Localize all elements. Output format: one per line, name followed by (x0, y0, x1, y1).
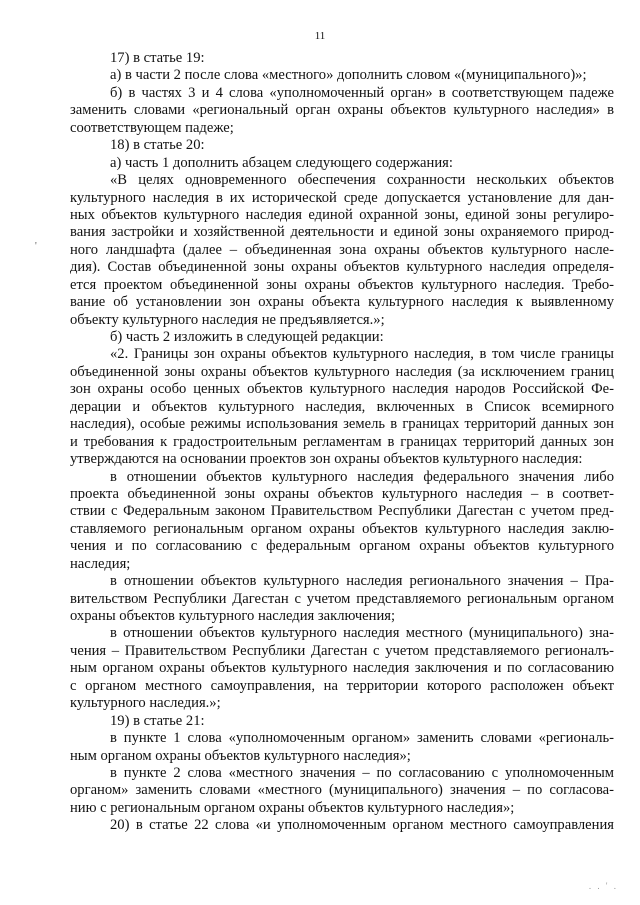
text-line: дерации и объектов культурного наследия, включенных в Список всемирного (70, 398, 614, 415)
text-line: ного ландшафта (далее – объединенная зона охраны объектов культурного насле- (70, 241, 614, 258)
text-line: «2. Границы зон охраны объектов культурного наследия, в том числе границы (110, 346, 614, 363)
text-line: охраны объектов культурного наследия заключения; (70, 608, 396, 624)
text-line: в пункте 2 слова «местного значения – по согласованию с уполномоченным (110, 764, 614, 781)
text-line: а) в части 2 после слова «местного» дополнить словом «(муниципального)»; (110, 67, 587, 84)
text-line: ным органом охраны объектов культурного наследия»; (70, 747, 411, 764)
text-line: ставляемого региональным органом охраны объектов культурного наследия заклю- (70, 520, 614, 537)
text-line: вительством Республики Дагестан с учетом представляемого региональным органом (70, 590, 614, 607)
text-line: зон охраны особо ценных объектов культурного наследия народов Российской Фе- (70, 381, 614, 398)
text-line: наследия), особые режимы использования земель в границах территорий данных зон (70, 416, 614, 433)
text-line: наследия; (70, 555, 131, 572)
corner-marks: . . ' . (588, 880, 618, 891)
text-line: с органом местного самоуправления, на территории которого расположен объект (70, 677, 614, 694)
text-line: чения и по согласованию с федеральным органом охраны объектов культурного (70, 538, 614, 555)
text-line: «В целях одновременного обеспечения сохранности нескольких объектов (110, 172, 614, 189)
document-body (70, 50, 614, 835)
text-line: соответствующем падеже; (70, 119, 234, 136)
text-line: объекту культурного наследия не предъявляется.»; (70, 311, 385, 328)
text-line: утверждаются на основании проектов зон охраны объектов культурного наследия: (70, 451, 583, 468)
text-line: ным органом охраны объектов культурного наследия заключения и по согласованию (70, 660, 614, 677)
text-line: культурного наследия.»; (70, 695, 221, 712)
text-line: и требования к градостроительным регламентам в границах территорий данных зон (70, 433, 614, 450)
text-line: 19) в статье 21: (110, 712, 205, 729)
page-number: 11 (314, 30, 326, 42)
text-line: проекта объединенной зоны охраны объектов культурного наследия – в соответ- (70, 485, 614, 502)
text-line: вания застройки и хозяйственной деятельности и единой зоны охраняемого природ- (70, 224, 614, 241)
text-line: нию с региональным органом охраны объектов культурного наследия»; (70, 799, 515, 816)
text-line: в отношении объектов культурного наследия федерального значения либо (110, 468, 614, 485)
text-line: а) часть 1 дополнить абзацем следующего содержания: (110, 154, 453, 171)
margin-mark: ' (35, 241, 37, 252)
text-line: 20) в статье 22 слова «и уполномоченным органом местного самоуправления (110, 817, 614, 834)
text-line: 17) в статье 19: (110, 50, 205, 66)
text-line: вание об установлении зон охраны объекта культурного наследия к выявленному (70, 294, 614, 311)
text-line: в отношении объектов культурного наследия регионального значения – Пра- (110, 573, 614, 590)
text-line: 18) в статье 20: (110, 137, 205, 154)
text-line: в пункте 1 слова «уполномоченным органом» заменить словами «региональ- (110, 730, 614, 747)
text-line: чения – Правительством Республики Дагестан с учетом представляемого регионалъ- (70, 642, 614, 659)
text-line: в отношении объектов культурного наследия местного (муниципального) зна- (110, 625, 614, 642)
text-line: ных объектов культурного наследия единой охранной зоны, единой зоны регулиро- (70, 206, 614, 223)
text-line: дия). Состав объединенной зоны охраны объектов культурного наследия определя- (70, 259, 614, 276)
text-line: ется проектом объединенной зоны охраны объектов культурного наследия. Требо- (70, 276, 614, 293)
text-line: культурного наследия в их исторической среде допускается установление для дан- (70, 189, 614, 206)
text-line: заменить словами «региональный орган охраны объектов культурного наследия» в (70, 102, 614, 119)
text-line: б) часть 2 изложить в следующей редакции: (110, 329, 384, 345)
text-line: органом» заменить словами «местного (муниципального) значения – по согласова- (70, 782, 614, 799)
text-line: ствии с Федеральным законом Правительством Республики Дагестан с учетом пред- (70, 503, 614, 520)
text-line: б) в частях 3 и 4 слова «уполномоченный орган» в соответствующем падеже (110, 84, 614, 101)
text-line: объединенной зоны охраны объектов культурного наследия (за исключением границ (70, 363, 614, 380)
